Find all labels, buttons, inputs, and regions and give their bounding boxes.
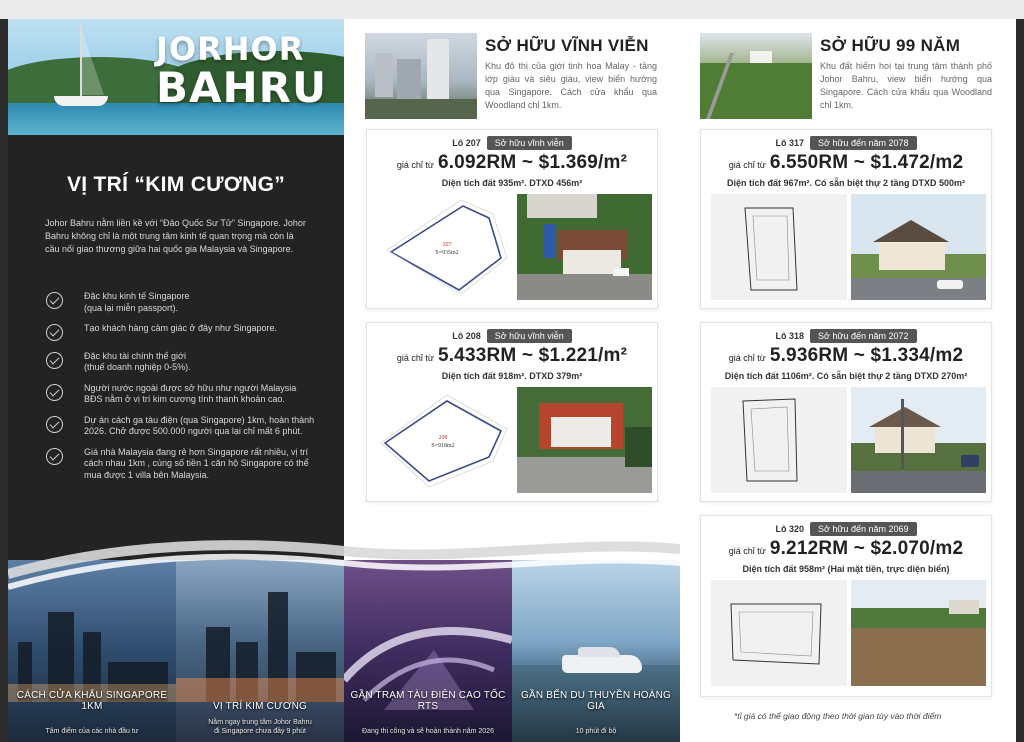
freehold-description: Khu đô thị của giới tinh hoa Malay - tầng lớp giàu và siêu giàu, view biển hướng qua Singapore. Cách cửa khẩu qua Woodland chỉ 1km. [485, 61, 657, 110]
tile-caption: VỊ TRÍ KIM CƯƠNG [212, 701, 308, 712]
lot-number: Lô 208 [452, 331, 481, 341]
hero-image [8, 19, 344, 135]
lot-card-317[interactable] [700, 129, 992, 309]
lot-photo [517, 194, 652, 300]
exchange-rate-note: *tỉ giá có thể giao động theo thời gian tùy vào thời điểm [734, 711, 942, 721]
lot-photo [851, 580, 986, 686]
feature-item [46, 415, 316, 438]
lot-card-208[interactable] [366, 322, 658, 502]
check-circle-icon [46, 384, 63, 401]
sailboat-sail [82, 31, 104, 95]
plot-area-label: S=918m2 [431, 443, 455, 449]
price-prefix: giá chỉ từ [728, 353, 766, 363]
tile-subcaption: 10 phút đi bộ [575, 728, 617, 735]
price-prefix: giá chỉ từ [396, 353, 434, 363]
freehold-title: SỞ HỮU VĨNH VIỄN [485, 36, 649, 55]
price-value: 6.550RM ~ $1.472/m2 [769, 152, 964, 173]
feature-item [46, 291, 316, 314]
ownership-badge: Sở hữu đến năm 2069 [810, 522, 917, 536]
lot-card-320[interactable] [700, 515, 992, 697]
intro-paragraph: Johor Bahru nằm liền kề với “Đảo Quốc Sư Tử” Singapore. Johor Bahru không chỉ là một trung tâm kinh tế quan trọng mà còn là cầu nối giao thương giữa hai quốc gia Malaysia và Singapore. [45, 218, 306, 254]
tower [427, 39, 449, 103]
lot-number: Lô 320 [775, 524, 804, 534]
feature-list [46, 291, 316, 481]
plot-diagram [711, 194, 847, 300]
feature-text: Giá nhà Malaysia đang rẻ hơn Singapore rất nhiều, vị trí cách nhau 1km , cùng số tiền 1 căn hộ Singapore có thể mua được 1 villa bên Malaysia. [84, 446, 309, 480]
brochure-page [8, 19, 1016, 742]
lot-photo [851, 387, 986, 493]
diamond-location-heading: VỊ TRÍ “KIM CƯƠNG” [66, 173, 286, 196]
feature-item [46, 351, 316, 374]
ownership-badge: Sở hữu vĩnh viễn [487, 136, 572, 150]
tower [375, 53, 393, 97]
city-lights [176, 678, 344, 702]
check-circle-icon [46, 448, 63, 465]
lot-photo [517, 387, 652, 493]
tile-caption: CÁCH CỬA KHẨU SINGAPORE 1KM [16, 690, 168, 712]
price-value: 5.936RM ~ $1.334/m2 [769, 345, 964, 366]
top-bar [0, 0, 1024, 19]
hero-title-line1: JORHOR [156, 30, 305, 68]
feature-text: Dự án cách ga tàu điện (qua Singapore) 1km, hoàn thành 2026. Chở được 500.000 người qua lại chỉ mất 6 phút. [84, 414, 315, 436]
plot-id: 207 [442, 242, 452, 248]
feature-item [46, 323, 316, 335]
plot-diagram [711, 580, 847, 686]
price-prefix: giá chỉ từ [396, 160, 434, 170]
hero-title-line2: BAHRU [156, 63, 328, 112]
hero-title [156, 30, 328, 112]
check-circle-icon [46, 352, 63, 369]
feature-item [46, 447, 316, 482]
price-prefix: giá chỉ từ [728, 546, 766, 556]
decorative-wave [8, 519, 680, 609]
lot-number: Lô 207 [452, 138, 481, 148]
tower [397, 59, 421, 99]
feature-text: Người nước ngoài được sở hữu như người Malaysia BĐS nằm ở vị trí kim cương tính thanh khoản cao. [84, 382, 297, 404]
plot-diagram [377, 194, 513, 300]
check-circle-icon [46, 416, 63, 433]
feature-item [46, 383, 316, 406]
plot-id: 208 [438, 435, 448, 441]
lot-area: Diện tích đất 918m². DTXD 379m² [441, 371, 583, 381]
plot-diagram [711, 387, 847, 493]
lot-area: Diện tích đất 935m². DTXD 456m² [441, 178, 583, 188]
lot-area: Diện tích đất 967m². Có sẵn biệt thự 2 tầng DTXD 500m² [726, 178, 966, 188]
tile-subcaption: Đang thi công và sẽ hoàn thành năm 2026 [362, 728, 494, 735]
check-circle-icon [46, 324, 63, 341]
leasehold-thumbnail [700, 33, 812, 119]
freehold-thumbnail [365, 33, 477, 119]
tile-subcaption: Nằm ngay trung tâm Johor Bahru đi Singapore chưa đầy 9 phút [208, 719, 312, 735]
lot-card-207[interactable] [366, 129, 658, 309]
house [750, 51, 772, 63]
check-circle-icon [46, 292, 63, 309]
sailboat-hull [54, 96, 108, 106]
feature-text: Đặc khu tài chính thế giới (thuế doanh nghiệp 0-5%). [84, 350, 191, 372]
price-prefix: giá chỉ từ [728, 160, 766, 170]
lot-card-318[interactable] [700, 322, 992, 502]
tile-caption: GẦN BẾN DU THUYỀN HOÀNG GIA [521, 690, 671, 712]
lot-photo [851, 194, 986, 300]
yacht-cabin [578, 647, 620, 657]
price-value: 6.092RM ~ $1.369/m² [437, 152, 628, 173]
yacht [562, 655, 642, 673]
leasehold-description: Khu đất hiếm hoi tại trung tâm thành phố Johor Bahru, view biển hướng qua Singapore. Cách cửa khẩu qua Woodland chỉ 1km. [820, 61, 992, 110]
leasehold-title: SỞ HỮU 99 NĂM [820, 36, 961, 55]
plot-area-label: S=935m2 [435, 250, 459, 256]
ownership-badge: Sở hữu vĩnh viễn [487, 329, 572, 343]
ownership-badge: Sở hữu đến năm 2072 [810, 329, 917, 343]
plot-diagram [377, 387, 513, 493]
lot-number: Lô 317 [775, 138, 804, 148]
price-value: 5.433RM ~ $1.221/m² [437, 345, 628, 366]
tile-caption: GẦN TRẠM TÀU ĐIỆN CAO TỐC RTS [350, 690, 506, 712]
trees [365, 99, 477, 119]
ownership-badge: Sở hữu đến năm 2078 [810, 136, 917, 150]
lot-area: Diện tích đất 958m² (Hai mặt tiền, trực diện biển) [742, 564, 950, 574]
feature-text: Tạo khách hàng cảm giác ở đây như Singapore. [84, 323, 278, 333]
price-value: 9.212RM ~ $2.070/m2 [769, 538, 964, 559]
lot-area: Diện tích đất 1106m². Có sẵn biệt thự 2 tầng DTXD 270m² [724, 371, 968, 381]
lot-number: Lô 318 [775, 331, 804, 341]
tile-subcaption: Tâm điểm của các nhà đầu tư [45, 728, 139, 735]
feature-text: Đặc khu kinh tế Singapore (qua lại miễn passport). [84, 291, 190, 313]
